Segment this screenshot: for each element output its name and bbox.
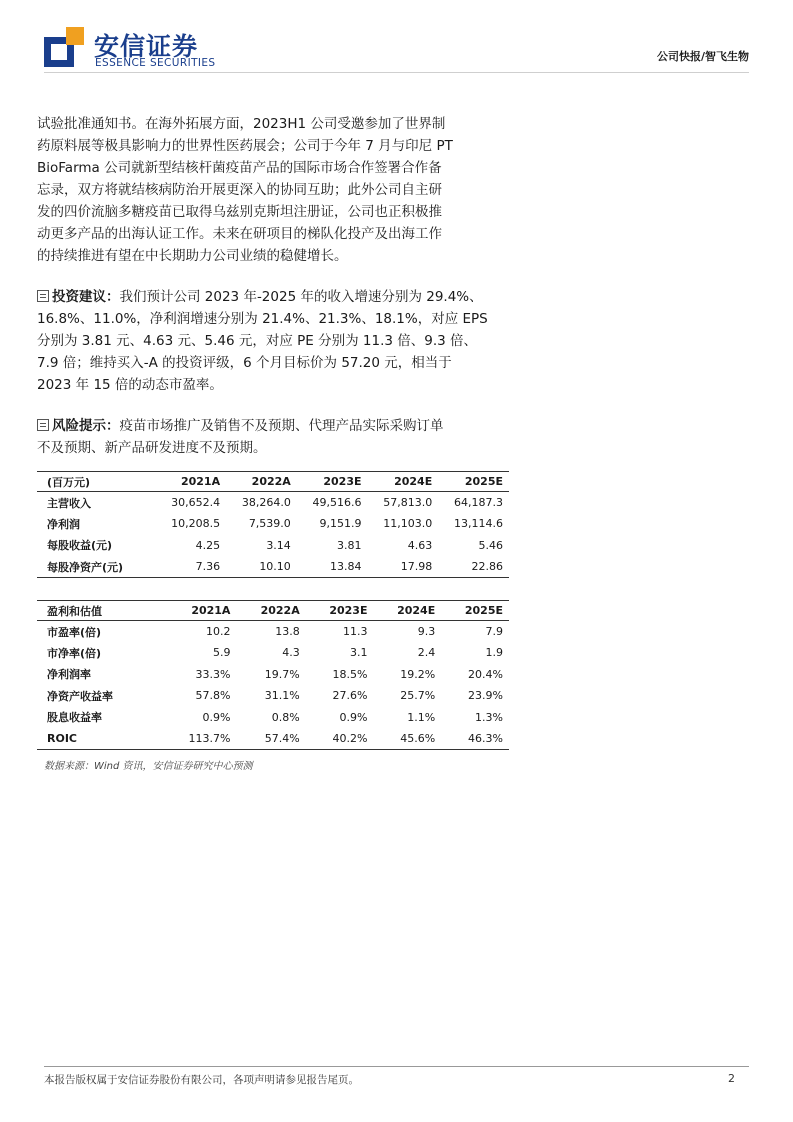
table-row: [37, 728, 509, 750]
table-cell: 7.9: [485, 625, 503, 638]
text-line: 16.8%、11.0%，净利润增速分别为 21.4%、21.3%、18.1%，对应 EPS: [37, 311, 488, 327]
table-cell: 40.2%: [306, 728, 374, 750]
column-header: 2025E: [441, 601, 509, 621]
column-header: 2024E: [368, 472, 439, 492]
risk-warning-label: 风险提示：: [52, 418, 120, 434]
risk-warning-paragraph: [37, 415, 509, 459]
table-cell: 0.9%: [202, 710, 231, 724]
table-cell: 3.81: [337, 538, 362, 552]
table-cell: 38,264.0: [241, 496, 291, 509]
table-cell: 9.3: [417, 625, 436, 638]
profitability-valuation-table: [37, 600, 509, 750]
text-line: 忘录，双方将就结核病防治开展更深入的协同互助；此外公司自主研: [37, 182, 442, 198]
row-label: ROIC: [37, 728, 163, 750]
list-icon: [37, 419, 49, 431]
text-line: 2023 年 15 倍的动态市盈率。: [37, 377, 223, 393]
logo-english-name: ESSENCE SECURITIES: [95, 57, 216, 69]
table-row: [37, 513, 509, 535]
table-cell: 3.1: [349, 646, 368, 660]
row-label: 每股收益(元): [47, 539, 113, 553]
table-cell: 4.63: [407, 538, 433, 552]
table-cell: 19.7%: [264, 667, 300, 681]
column-header: (百万元): [37, 472, 155, 492]
table-cell: 7.36: [155, 556, 226, 578]
page-header: [0, 0, 793, 80]
table-row: [37, 664, 509, 686]
table-cell: 13.8: [275, 625, 300, 638]
column-header: 盈利和估值: [37, 601, 163, 621]
data-source-note: 数据来源：Wind 资讯，安信证券研究中心预测: [44, 761, 253, 772]
table-cell: 64,187.3: [454, 496, 503, 509]
essence-logo-icon: [44, 27, 84, 67]
row-label: 净利润率: [47, 668, 91, 682]
text-line: 疫苗市场推广及销售不及预期、代理产品实际采购订单: [119, 418, 444, 434]
table-cell: 0.8%: [271, 710, 300, 724]
table-header-row: [37, 601, 509, 621]
text-line: 试验批准通知书。在海外拓展方面，2023H1 公司受邀参加了世界制: [37, 116, 446, 132]
copyright-notice: 本报告版权属于安信证券股份有限公司，各项声明请参见报告尾页。: [44, 1074, 359, 1086]
table-cell: 13.84: [297, 556, 368, 578]
row-label: 净资产收益率: [47, 689, 113, 703]
row-label: 主营收入: [47, 496, 91, 510]
table-cell: 22.86: [438, 556, 509, 578]
column-header: 2024E: [373, 601, 441, 621]
table-cell: 7,539.0: [248, 517, 291, 531]
row-label: 市盈率(倍): [47, 625, 102, 639]
investment-advice-paragraph: [37, 286, 509, 396]
table-cell: 30,652.4: [171, 496, 221, 509]
text-line: 发的四价流脑多糖疫苗已取得乌兹别克斯坦注册证，公司也正积极推: [37, 204, 442, 220]
column-header: 2025E: [438, 472, 509, 492]
overseas-expansion-paragraph: [37, 113, 509, 267]
table-cell: 20.4%: [468, 667, 503, 681]
table-cell: 1.9: [485, 646, 503, 660]
table-cell: 4.3: [282, 646, 300, 660]
table-cell: 10.10: [226, 556, 297, 578]
table-header-row: [37, 472, 509, 492]
column-header: 2023E: [297, 472, 368, 492]
table-row: [37, 685, 509, 707]
text-line: 分别为 3.81 元、4.63 元、5.46 元，对应 PE 分别为 11.3 倍、9.3 倍、: [37, 333, 477, 349]
table-cell: 1.1%: [407, 710, 436, 724]
table-cell: 113.7%: [163, 728, 237, 750]
financial-summary-table: [37, 471, 509, 578]
header-divider: [44, 72, 749, 73]
table-cell: 33.3%: [195, 667, 231, 681]
text-line: 7.9 倍；维持买入-A 的投资评级，6 个月目标价为 57.20 元，相当于: [37, 355, 452, 371]
table-row: [37, 642, 509, 664]
table-row: [37, 535, 509, 557]
logo-chinese-name: 安信证券: [94, 32, 199, 61]
investment-advice-label: 投资建议：: [52, 289, 120, 305]
table-cell: 2.4: [417, 646, 436, 660]
list-icon: [37, 290, 49, 302]
table-cell: 27.6%: [332, 689, 368, 703]
table-cell: 17.98: [368, 556, 439, 578]
table-row: [37, 556, 509, 578]
table-cell: 57.8%: [195, 689, 231, 703]
text-line: 不及预期、新产品研发进度不及预期。: [37, 440, 267, 456]
text-line: 药原料展等极具影响力的世界性医药展会；公司于今年 7 月与印尼 PT: [37, 138, 453, 154]
table-cell: 49,516.6: [312, 496, 362, 509]
table-row: [37, 621, 509, 643]
text-line: 的持续推进有望在中长期助力公司业绩的稳健增长。: [37, 248, 348, 264]
text-line: BioFarma 公司就新型结核杆菌疫苗产品的国际市场合作签署合作备: [37, 160, 442, 176]
table-cell: 10.2: [205, 625, 231, 638]
table-cell: 5.9: [212, 646, 231, 660]
table-cell: 13,114.6: [454, 517, 503, 531]
column-header: 2021A: [163, 601, 237, 621]
column-header: 2023E: [306, 601, 374, 621]
text-line: 动更多产品的出海认证工作。未来在研项目的梯队化投产及出海工作: [37, 226, 442, 242]
table-cell: 0.9%: [339, 710, 368, 724]
table-cell: 46.3%: [441, 728, 509, 750]
table-cell: 31.1%: [264, 689, 300, 703]
row-label: 每股净资产(元): [37, 556, 155, 578]
table-cell: 1.3%: [475, 710, 503, 724]
text-line: 我们预计公司 2023 年-2025 年的收入增速分别为 29.4%、: [119, 289, 483, 305]
table-row: [37, 492, 509, 514]
column-header: 2022A: [236, 601, 305, 621]
table-cell: 19.2%: [400, 667, 436, 681]
table-cell: 57.4%: [236, 728, 305, 750]
table-cell: 23.9%: [468, 689, 503, 703]
table-cell: 4.25: [195, 538, 221, 552]
table-cell: 10,208.5: [171, 517, 221, 531]
table-cell: 57,813.0: [383, 496, 433, 509]
column-header: 2022A: [226, 472, 297, 492]
table-cell: 11,103.0: [383, 517, 433, 531]
table-cell: 25.7%: [400, 689, 436, 703]
table-cell: 3.14: [266, 538, 291, 552]
page-number: 2: [728, 1072, 735, 1085]
footer-divider: [44, 1066, 749, 1067]
row-label: 股息收益率: [47, 711, 102, 725]
table-cell: 18.5%: [332, 667, 368, 681]
row-label: 净利润: [47, 517, 80, 531]
table-cell: 45.6%: [373, 728, 441, 750]
column-header: 2021A: [155, 472, 226, 492]
table-cell: 5.46: [478, 538, 503, 552]
report-type-label: 公司快报/智飞生物: [656, 50, 749, 63]
row-label: 市净率(倍): [47, 646, 102, 660]
table-cell: 11.3: [342, 625, 368, 638]
table-cell: 9,151.9: [319, 517, 362, 531]
table-row: [37, 707, 509, 729]
